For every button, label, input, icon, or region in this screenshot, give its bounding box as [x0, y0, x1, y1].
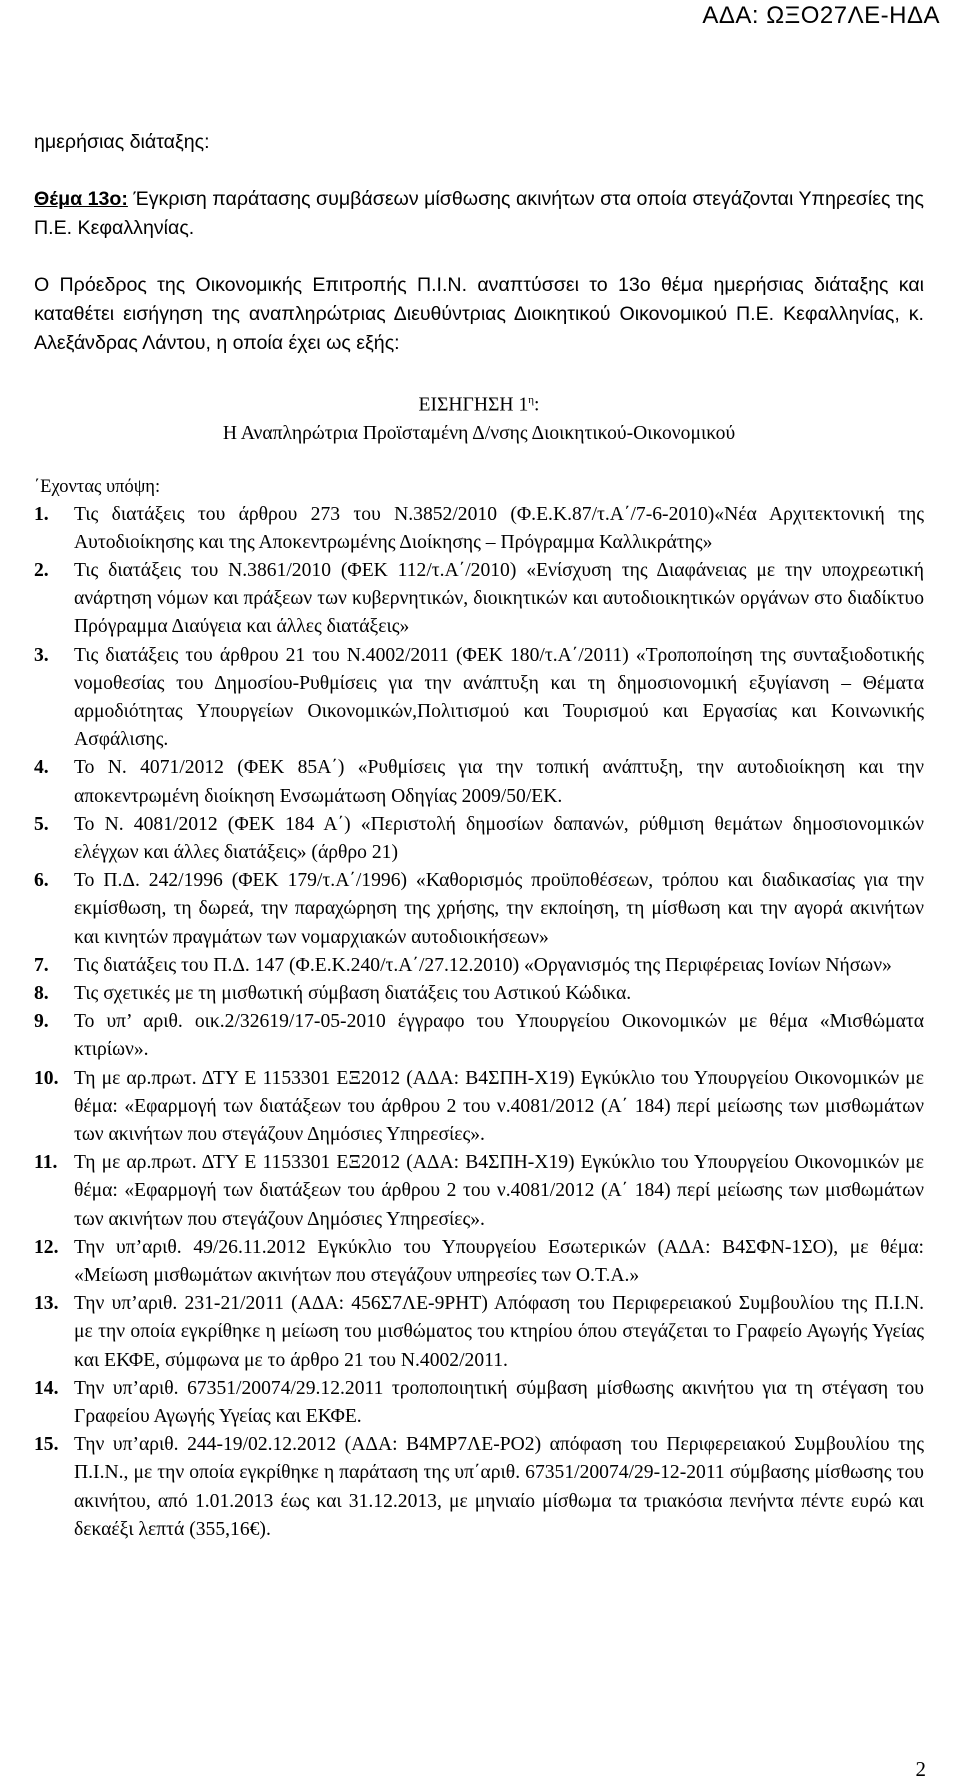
eisigisi-subtitle: Η Αναπληρώτρια Προϊσταμένη Δ/νσης Διοικητικού-Οικονομικού: [222, 422, 736, 444]
page-number: 2: [915, 1757, 926, 1781]
reference-item: [34, 1149, 924, 1234]
reference-text: Τις διατάξεις του Π.Δ. 147 (Φ.Ε.Κ.240/τ.Α΄/27.12.2010) «Οργανισμός της Περιφέρειας Ιονίων Νήσων»: [74, 954, 892, 976]
reference-text: Την υπ’αριθ. 67351/20074/29.12.2011 τροποποιητική σύμβαση μίσθωσης ακινήτου για τη στέγαση του Γραφείου Αγωγής Υγείας και ΕΚΦΕ.: [74, 1377, 924, 1428]
eisigisi-title-colon: :: [534, 394, 540, 416]
reference-item: [34, 501, 924, 557]
reference-number: 13.: [34, 1293, 59, 1315]
reference-number: 12.: [34, 1236, 59, 1258]
eisigisi-title-sup: η: [528, 394, 535, 406]
reference-text: Τις σχετικές με τη μισθωτική σύμβαση διατάξεις του Αστικού Κώδικα.: [74, 982, 632, 1004]
reference-text: Την υπ’αριθ. 244-19/02.12.2012 (ΑΔΑ: Β4ΜΡ7ΛΕ-ΡΟ2) απόφαση του Περιφερειακού Συμβουλίου της Π.Ι.Ν., με την οποία εγκρίθηκε η παράταση της υπ΄αριθ. 67351/20074/29-12-2011 σύμβασης μίσθωσης του ακινήτου, από 1.01.2013 έως και 31.12.2013, με μηνιαίο μίσθωμα τα τριακόσια πενήντα πέντε ευρώ και δεκαέξι λεπτά (355,16€).: [74, 1434, 924, 1540]
reference-text: Το Π.Δ. 242/1996 (ΦΕΚ 179/τ.Α΄/1996) «Καθορισμός προϋποθέσεων, τρόπου και διαδικασίας για την εκμίσθωση, τη δωρεά, την παραχώρηση της χρήσης, την εκποίηση, τη μίσθωση και την αγορά ακινήτων και κινητών πραγμάτων των νομαρχιακών αυτοδιοικήσεων»: [74, 870, 924, 948]
subject-label: Θέμα 13ο:: [34, 188, 128, 210]
reference-number: 5.: [34, 813, 49, 835]
reference-text: Τη με αρ.πρωτ. ΔΤΥ Ε 1153301 ΕΞ2012 (ΑΔΑ: Β4ΣΠΗ-Χ19) Εγκύκλιο του Υπουργείου Οικονομικών με θέμα: «Εφαρμογή των διατάξεων του άρθρου 2 του ν.4081/2012 (Α΄ 184) περί μείωσης των μισθωμάτων των ακινήτων που στεγάζουν Δημόσιες Υπηρεσίες».: [74, 1067, 924, 1145]
reference-text: Το Ν. 4071/2012 (ΦΕΚ 85Α΄) «Ρυθμίσεις για την τοπική ανάπτυξη, την αυτοδιοίκηση και την αποκεντρωμένη διοίκηση Ενσωμάτωση Οδηγίας 2009/50/ΕΚ.: [74, 757, 924, 807]
reference-number: 10.: [34, 1067, 59, 1089]
reference-item: [34, 1431, 924, 1544]
reference-item: [34, 1008, 924, 1064]
reference-text: Τις διατάξεις του άρθρου 21 του Ν.4002/2011 (ΦΕΚ 180/τ.Α΄/2011) «Τροποποίηση της συνταξιοδοτικής νομοθεσίας του Δημοσίου-Ρυθμίσεις για την ανάπτυξη και τη δημοσιονομική εξυγίανση – Θέματα αρμοδιότητας Υπουργείων Οικονομικών,Πολιτισμού και Τουρισμού και Εργασίας και Κοινωνικής Ασφάλισης.: [74, 644, 924, 751]
document-ada-code: ΑΔΑ: ΩΞΟ27ΛΕ-ΗΔΑ: [702, 2, 940, 29]
reference-number: 1.: [34, 503, 49, 525]
reference-text: Την υπ’αριθ. 49/26.11.2012 Εγκύκλιο του Υπουργείου Εσωτερικών (ΑΔΑ: Β4ΣΦΝ-1ΣΟ), με θέμα: «Μείωση μισθωμάτων ακινήτων που στεγάζουν υπηρεσίες των Ο.Τ.Α.»: [74, 1236, 924, 1287]
reference-item: [34, 1375, 924, 1431]
reference-text: Το Ν. 4081/2012 (ΦΕΚ 184 Α΄) «Περιστολή δημοσίων δαπανών, ρύθμιση θεμάτων δημοσιονομικών ελέγχων και άλλες διατάξεις» (άρθρο 21): [74, 813, 924, 863]
reference-number: 6.: [34, 870, 49, 892]
references-list: [34, 501, 924, 1545]
reference-text: Το υπ’ αριθ. οικ.2/32619/17-05-2010 έγγραφο του Υπουργείου Οικονομικών με θέμα «Μισθώματα κτιρίων».: [74, 1011, 924, 1061]
reference-number: 8.: [34, 982, 49, 1004]
subject-paragraph: [34, 185, 924, 243]
president-paragraph: Ο Πρόεδρος της Οικονομικής Επιτροπής Π.Ι.Ν. αναπτύσσει το 13ο θέμα ημερήσιας διάταξης και καταθέτει εισήγηση της αναπληρώτριας Διευθύντριας Διοικητικού Οικονομικού Π.Ε. Κεφαλληνίας, κ. Αλεξάνδρας Λάντου, η οποία έχει ως εξής:: [34, 274, 924, 354]
reference-text: Τη με αρ.πρωτ. ΔΤΥ Ε 1153301 ΕΞ2012 (ΑΔΑ: Β4ΣΠΗ-Χ19) Εγκύκλιο του Υπουργείου Οικονομικών με θέμα: «Εφαρμογή των διατάξεων του άρθρου 2 του ν.4081/2012 (Α΄ 184) περί μείωσης των μισθωμάτων των ακινήτων που στεγάζουν Δημόσιες Υπηρεσίες».: [74, 1152, 924, 1230]
reference-number: 15.: [34, 1434, 59, 1456]
reference-item: [34, 811, 924, 867]
document-body: [34, 128, 924, 1544]
reference-number: 14.: [34, 1377, 59, 1399]
reference-item: [34, 557, 924, 642]
subject-text: Έγκριση παράτασης συμβάσεων μίσθωσης ακινήτων στα οποία στεγάζονται Υπηρεσίες της Π.Ε. Κεφαλληνίας.: [34, 188, 924, 239]
reference-number: 9.: [34, 1011, 49, 1033]
reference-item: [34, 754, 924, 810]
reference-item: [34, 642, 924, 755]
eisigisi-title: [34, 386, 924, 420]
reference-number: 4.: [34, 757, 49, 779]
reference-item: [34, 980, 924, 1008]
reference-text: Τις διατάξεις του άρθρου 273 του Ν.3852/2010 (Φ.Ε.Κ.87/τ.Α΄/7-6-2010)«Νέα Αρχιτεκτονική της Αυτοδιοίκησης και της Αποκεντρωμένης Διοίκησης – Πρόγραμμα Καλλικράτης»: [74, 503, 924, 553]
agenda-title: ημερήσιας διάταξης:: [34, 131, 210, 153]
reference-item: [34, 1234, 924, 1290]
reference-number: 3.: [34, 644, 49, 666]
reference-number: 2.: [34, 559, 49, 581]
considering-label: ΄Εχοντας υπόψη:: [34, 476, 161, 497]
reference-item: [34, 952, 924, 980]
reference-item: [34, 1290, 924, 1375]
reference-item: [34, 867, 924, 952]
reference-item: [34, 1065, 924, 1150]
reference-text: Την υπ’αριθ. 231-21/2011 (ΑΔΑ: 456Σ7ΛΕ-9ΡΗΤ) Απόφαση του Περιφερειακού Συμβουλίου της Π.Ι.Ν. με την οποία εγκρίθηκε η μείωση του μισθώματος του κτηρίου όπου στεγάζεται το Γραφείο Αγωγής Υγείας και ΕΚΦΕ, σύμφωνα με το άρθρο 21 του Ν.4002/2011.: [74, 1293, 924, 1371]
reference-number: 7.: [34, 954, 49, 976]
eisigisi-title-main: ΕΙΣΗΓΗΣΗ 1: [418, 394, 529, 416]
reference-number: 11.: [34, 1152, 58, 1174]
reference-text: Τις διατάξεις του Ν.3861/2010 (ΦΕΚ 112/τ.Α΄/2010) «Ενίσχυση της Διαφάνειας με την υποχρεωτική ανάρτηση νόμων και πράξεων των κυβερνητικών, διοικητικών και αυτοδιοικητικών οργάνων στο διαδίκτυο Πρόγραμμα Διαύγεια και άλλες διατάξεις»: [74, 559, 924, 638]
